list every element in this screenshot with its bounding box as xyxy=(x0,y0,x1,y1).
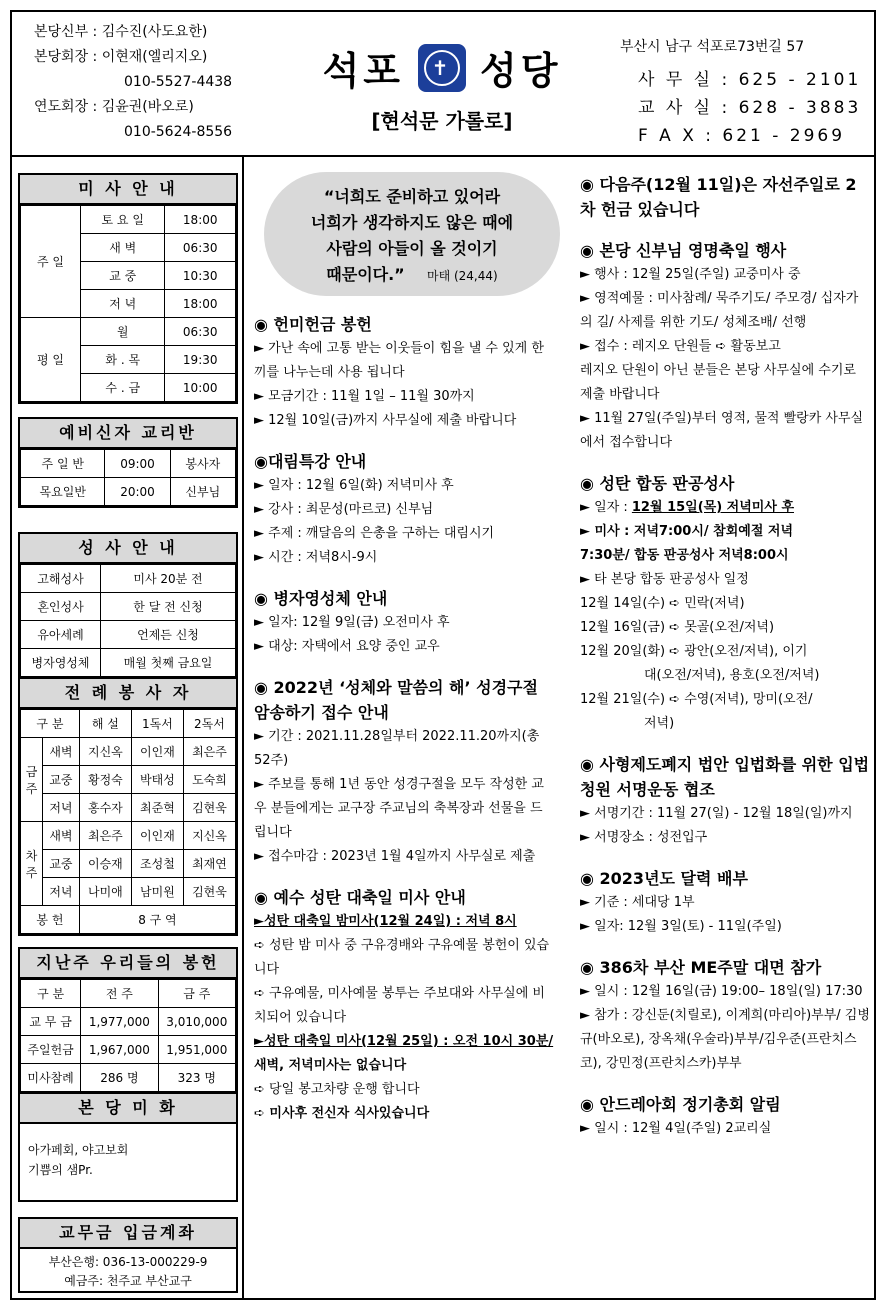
section-line: ► 행사 : 12월 25일(주일) 교중미사 중 xyxy=(580,267,801,282)
account-box xyxy=(18,1217,238,1293)
section-line: ➪ 성탄 밤 미사 중 구유경배와 구유예물 봉헌이 있습니다 xyxy=(254,938,550,977)
donation-table xyxy=(20,979,236,1092)
christmas-day-rest: 새벽, 저녁미사는 없습니다 xyxy=(254,1058,407,1073)
section-title: ◉ 예수 성탄 대축일 미사 안내 xyxy=(254,888,466,907)
cell: 18:00 xyxy=(165,206,236,234)
weekday-label: 평 일 xyxy=(21,318,81,402)
mass-title: 미 사 안 내 xyxy=(20,175,236,205)
pray-title: 본 당 미 화 xyxy=(20,1094,236,1124)
cell: 06:30 xyxy=(165,234,236,262)
schedule-line: 12월 21일(수) ➪ 수영(저녁), 망미(오전/ xyxy=(580,692,813,707)
section-line: ► 대상: 자택에서 요양 중인 교우 xyxy=(254,639,440,654)
section-line: ► 접수마감 : 2023년 1월 4일까지 사무실로 제출 xyxy=(254,849,536,864)
section-line: ► 기준 : 세대당 1부 xyxy=(580,895,695,910)
cell: 10:30 xyxy=(165,262,236,290)
section-line: ► 참가 : 강신둔(치릴로), 이계희(마리아)부부/ 김병규(바오로), 장옥채(우술라)부부/김우준(프란치스코), 강민정(프란치스카)부부 xyxy=(580,1008,870,1071)
section-title: ◉ 사형제도폐지 법안 입법화를 위한 입법청원 서명운동 협조 xyxy=(580,755,870,799)
cell: 최준혁 xyxy=(131,794,183,822)
section-line: ► 모금기간 : 11월 1일 – 11월 30까지 xyxy=(254,389,475,404)
sunday-label: 주 일 xyxy=(21,206,81,318)
date-label: ► 일자 : xyxy=(580,500,632,515)
cell: 주일헌금 xyxy=(21,1036,81,1064)
section-line: ➪ 당일 봉고차량 운행 합니다 xyxy=(254,1082,420,1097)
cell: 지신옥 xyxy=(79,738,131,766)
cell: 지신옥 xyxy=(183,822,235,850)
right-column xyxy=(580,172,870,1141)
pray-box xyxy=(18,1092,238,1202)
christmas-day: ►성탄 대축일 미사(12월 25일) : 오전 10시 30분/ xyxy=(254,1034,554,1049)
cell: 미사참례 xyxy=(21,1064,81,1092)
offering-label: 봉 헌 xyxy=(21,906,80,934)
section-line: ► 주제 : 깨달음의 은총을 구하는 대림시기 xyxy=(254,526,495,541)
rice-offering-section xyxy=(254,312,554,433)
title-left: 석포 xyxy=(322,49,404,93)
regional-line: 연도회장 : 김윤권(바오로) xyxy=(34,99,194,115)
cell: 구 분 xyxy=(21,980,81,1008)
section-title: ◉ 본당 신부님 영명축일 행사 xyxy=(580,241,787,260)
patron-subtitle: [현석문 가롤로] xyxy=(371,109,513,133)
donation-box xyxy=(18,947,238,1094)
confession-date: 12월 15일(목) 저녁미사 후 xyxy=(631,500,794,515)
cell: 06:30 xyxy=(165,318,236,346)
cell: 박태성 xyxy=(131,766,183,794)
cell: 금 주 xyxy=(158,980,235,1008)
cell: 이승재 xyxy=(79,850,131,878)
cell: 최은주 xyxy=(79,822,131,850)
servers-table xyxy=(20,709,236,934)
cell: 조성철 xyxy=(131,850,183,878)
cell: 구 분 xyxy=(21,710,80,738)
cell: 유아세례 xyxy=(21,621,101,649)
cell: 토 요 일 xyxy=(81,206,165,234)
address: 부산시 남구 석포로73번길 57 xyxy=(620,39,805,55)
section-title: ◉ 병자영성체 안내 xyxy=(254,589,388,608)
cell: 09:00 xyxy=(105,450,170,478)
servers-box xyxy=(18,677,238,936)
servers-title: 전 례 봉 사 자 xyxy=(20,679,236,709)
section-line: 7:30분/ 합동 판공성사 저녁8:00시 xyxy=(580,548,789,563)
feast-section xyxy=(580,238,870,455)
section-title: ◉ 헌미헌금 봉헌 xyxy=(254,315,372,334)
cell: 새벽 xyxy=(43,822,80,850)
charity-section xyxy=(580,172,870,222)
cell: 교 무 금 xyxy=(21,1008,81,1036)
cell: 교중 xyxy=(43,766,80,794)
mass-box xyxy=(18,173,238,404)
section-line: ► 주보를 통해 1년 동안 성경구절을 모두 작성한 교우 분들에게는 교구장 주교님의 축복장과 선물을 드립니다 xyxy=(254,777,544,840)
schedule-line: 12월 20일(화) ➪ 광안(오전/저녁), 이기 xyxy=(580,644,808,659)
phone-office: 사 무 실 : 625 - 2101 xyxy=(638,70,862,90)
quote-line: 사람의 아들이 올 것이기 xyxy=(326,239,498,258)
cell: 화 . 목 xyxy=(81,346,165,374)
section-line: 레지오 단원이 아닌 분들은 본당 사무실에 수기로 제출 바랍니다 xyxy=(580,363,856,402)
sacrament-box xyxy=(18,532,238,679)
cell: 최재연 xyxy=(183,850,235,878)
cell: 새 벽 xyxy=(81,234,165,262)
title-right: 성당 xyxy=(480,49,562,93)
header-contact xyxy=(620,34,861,150)
section-line: ► 서명기간 : 11월 27(일) - 12월 18일(일)까지 xyxy=(580,806,853,821)
section-title: ◉ 성탄 합동 판공성사 xyxy=(580,474,735,493)
section-line: ► 일시 : 12월 16일(금) 19:00– 18일(일) 17:30 xyxy=(580,984,863,999)
bulletin-page xyxy=(10,10,876,1300)
cell: 교중 xyxy=(43,850,80,878)
cell: 1,951,000 xyxy=(158,1036,235,1064)
cell: 신부님 xyxy=(170,478,235,506)
cell: 홍수자 xyxy=(79,794,131,822)
section-line: ► 타 본당 합동 판공성사 일정 xyxy=(580,572,749,587)
phone-teacher: 교 사 실 : 628 - 3883 xyxy=(638,98,862,118)
christmas-eve: ►성탄 대축일 밤미사(12월 24일) : 저녁 8시 xyxy=(254,914,517,929)
petition-section xyxy=(580,752,870,850)
christmas-section xyxy=(254,885,554,1126)
section-line: ► 11월 27일(주일)부터 영적, 물적 빨랑카 사무실에서 접수합니다 xyxy=(580,411,864,450)
cell: 해 설 xyxy=(79,710,131,738)
catechumen-table xyxy=(20,449,236,506)
schedule-line: 저녁) xyxy=(644,716,675,731)
quote-line: 때문이다.” xyxy=(326,265,405,284)
cell: 2독서 xyxy=(183,710,235,738)
confession-section xyxy=(580,471,870,736)
cell: 이인재 xyxy=(131,822,183,850)
cell: 황정숙 xyxy=(79,766,131,794)
next-week-label: 차주 xyxy=(21,822,43,906)
account-holder: 예금주: 천주교 부산교구 xyxy=(64,1274,192,1288)
this-week-label: 금주 xyxy=(21,738,43,822)
mass-table xyxy=(20,205,236,402)
sacrament-table xyxy=(20,564,236,677)
cell: 남미원 xyxy=(131,878,183,906)
section-line: ► 가난 속에 고통 받는 이웃들이 힘을 낼 수 있게 한 끼를 나누는데 사용 됩니다 xyxy=(254,341,544,380)
cell: 주 일 반 xyxy=(21,450,105,478)
cell: 미사 20분 전 xyxy=(101,565,236,593)
president-phone: 010-5527-4438 xyxy=(124,74,233,90)
cell: 언제든 신청 xyxy=(101,621,236,649)
cell: 새벽 xyxy=(43,738,80,766)
cell: 323 명 xyxy=(158,1064,235,1092)
schedule-line: 12월 16일(금) ➪ 못골(오전/저녁) xyxy=(580,620,775,635)
quote-line: 너희가 생각하지도 않은 때에 xyxy=(310,213,514,232)
section-line: ► 기간 : 2021.11.28일부터 2022.11.20까지(총 52주) xyxy=(254,729,540,768)
cell: 월 xyxy=(81,318,165,346)
phone-fax: F A X : 621 - 2969 xyxy=(638,126,846,146)
cell: 교 중 xyxy=(81,262,165,290)
account-number: 부산은행: 036-13-000229-9 xyxy=(48,1255,208,1269)
cell: 18:00 xyxy=(165,290,236,318)
header xyxy=(12,12,874,157)
section-line: ➪ 미사후 전신자 식사있습니다 xyxy=(254,1106,430,1121)
cell: 20:00 xyxy=(105,478,170,506)
offering-value: 8 구 역 xyxy=(79,906,235,934)
regional-phone: 010-5624-8556 xyxy=(124,124,233,140)
section-line: ► 일자: 12월 3일(토) - 11일(주일) xyxy=(580,919,782,934)
quote-line: “너희도 준비하고 있어라 xyxy=(323,187,501,206)
cell: 수 . 금 xyxy=(81,374,165,402)
cell: 전 주 xyxy=(81,980,158,1008)
sacrament-title: 성 사 안 내 xyxy=(20,534,236,564)
cell: 한 달 전 신청 xyxy=(101,593,236,621)
section-title: ◉대림특강 안내 xyxy=(254,452,367,471)
section-line: ► 서명장소 : 성전입구 xyxy=(580,830,708,845)
church-logo-icon: ✝ xyxy=(418,44,466,92)
cell: 고해성사 xyxy=(21,565,101,593)
pray-line: 기쁨의 샘Pr. xyxy=(28,1163,93,1177)
president-line: 본당회장 : 이현재(엘리지오) xyxy=(34,49,208,65)
left-column xyxy=(12,157,244,1300)
cell: 1,977,000 xyxy=(81,1008,158,1036)
cell: 저녁 xyxy=(43,878,80,906)
quote-ref: 마태 (24,44) xyxy=(426,269,498,283)
section-title: ◉ 2022년 ‘성체와 말씀의 해’ 성경구절 암송하기 접수 안내 xyxy=(254,678,538,722)
cell: 저녁 xyxy=(43,794,80,822)
section-title: ◉ 2023년도 달력 배부 xyxy=(580,869,748,888)
cell: 나미애 xyxy=(79,878,131,906)
schedule-line: 대(오전/저녁), 용호(오전/저녁) xyxy=(644,668,820,683)
catechumen-box xyxy=(18,417,238,508)
cell: 1,967,000 xyxy=(81,1036,158,1064)
cell: 병자영성체 xyxy=(21,649,101,677)
section-line: ► 일자: 12월 9일(금) 오전미사 후 xyxy=(254,615,450,630)
section-line: ► 접수 : 레지오 단원들 ➪ 활동보고 xyxy=(580,339,781,354)
header-staff xyxy=(34,20,232,145)
pastor-line: 본당신부 : 김수진(사도요한) xyxy=(34,24,208,40)
section-title: ◉ 다음주(12월 11일)은 자선주일로 2차 헌금 있습니다 xyxy=(580,175,857,219)
section-line: ► 일자 : 12월 6일(화) 저녁미사 후 xyxy=(254,478,454,493)
donation-title: 지난주 우리들의 봉헌 xyxy=(20,949,236,979)
cell: 10:00 xyxy=(165,374,236,402)
cell: 1독서 xyxy=(131,710,183,738)
section-line: ► 일시 : 12월 4일(주일) 2교리실 xyxy=(580,1121,772,1136)
schedule-line: 12월 14일(수) ➪ 민락(저녁) xyxy=(580,596,745,611)
cell: 김현욱 xyxy=(183,878,235,906)
section-line: ► 시간 : 저녁8시-9시 xyxy=(254,550,378,565)
advent-lecture-section xyxy=(254,449,554,570)
pray-line: 아가페회, 야고보회 xyxy=(28,1143,129,1157)
cell: 19:30 xyxy=(165,346,236,374)
section-title: ◉ 386차 부산 ME주말 대면 참가 xyxy=(580,958,822,977)
cell: 목요일반 xyxy=(21,478,105,506)
cell: 봉사자 xyxy=(170,450,235,478)
cell: 김현욱 xyxy=(183,794,235,822)
account-title: 교무금 입금계좌 xyxy=(20,1219,236,1249)
cell: 도숙희 xyxy=(183,766,235,794)
me-weekend-section xyxy=(580,955,870,1076)
calendar-section xyxy=(580,866,870,939)
section-title: ◉ 안드레아회 정기총회 알림 xyxy=(580,1095,781,1114)
andrea-section xyxy=(580,1092,870,1141)
cell: 매월 첫째 금요일 xyxy=(101,649,236,677)
section-line: ► 영적예물 : 미사참례/ 묵주기도/ 주모경/ 십자가의 길/ 사제를 위한 기도/ 성체조배/ 선행 xyxy=(580,291,859,330)
header-title xyxy=(312,40,572,134)
sick-communion-section xyxy=(254,586,554,659)
catechumen-title: 예비신자 교리반 xyxy=(20,419,236,449)
cell: 최은주 xyxy=(183,738,235,766)
section-line: ► 12월 10일(금)까지 사무실에 제출 바랍니다 xyxy=(254,413,517,428)
cell: 286 명 xyxy=(81,1064,158,1092)
middle-column xyxy=(254,172,554,1126)
cell: 혼인성사 xyxy=(21,593,101,621)
cell: 저 녁 xyxy=(81,290,165,318)
section-line: ► 강사 : 최문성(마르코) 신부님 xyxy=(254,502,434,517)
quote-bubble xyxy=(264,172,560,296)
section-line: ► 미사 : 저녁7:00시/ 참회예절 저녁 xyxy=(580,524,794,539)
scripture-section xyxy=(254,675,554,869)
cell: 3,010,000 xyxy=(158,1008,235,1036)
section-line: ➪ 구유예물, 미사예물 봉투는 주보대와 사무실에 비치되어 있습니다 xyxy=(254,986,545,1025)
cell: 이인재 xyxy=(131,738,183,766)
